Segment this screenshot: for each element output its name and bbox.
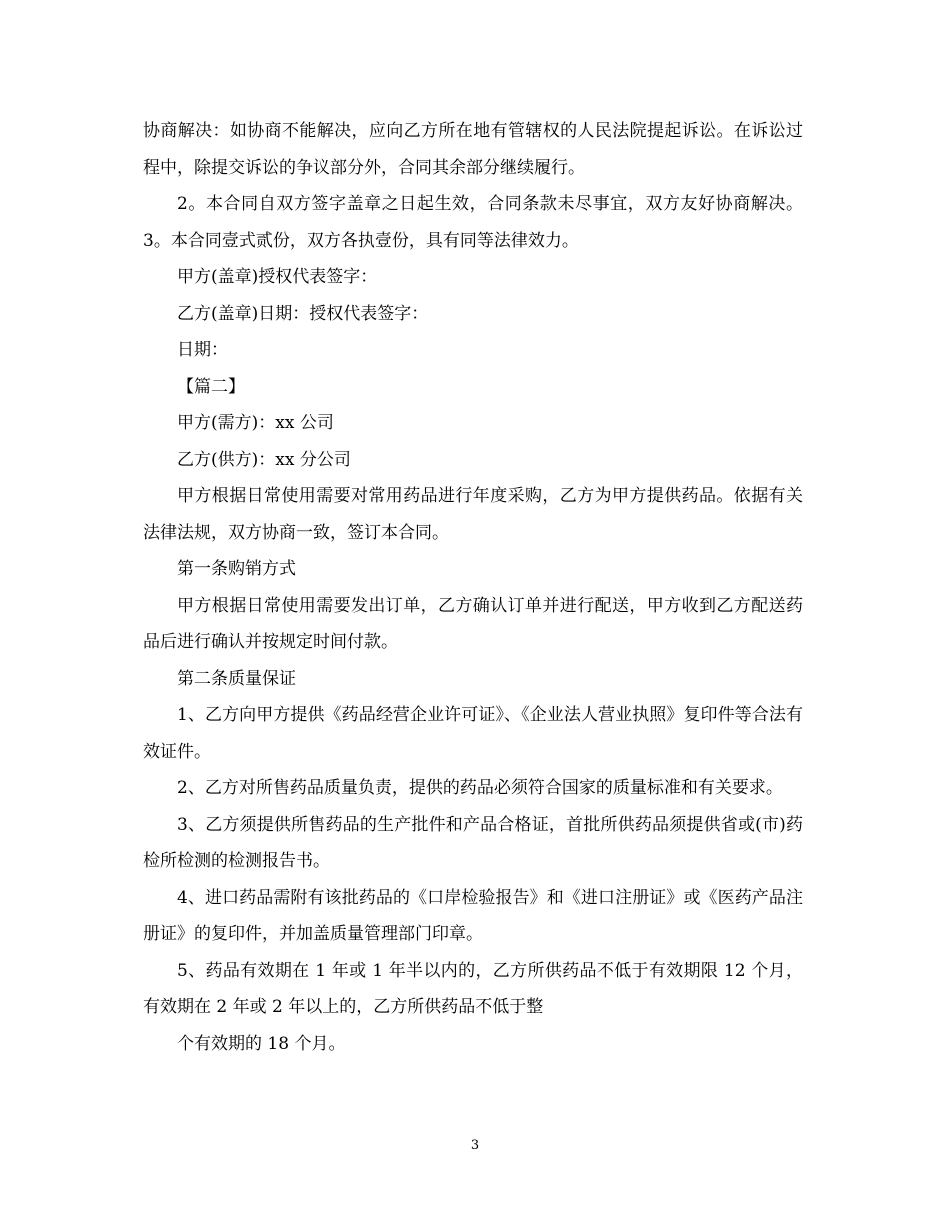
paragraph-preamble: 甲方根据日常使用需要对常用药品进行年度采购，乙方为甲方提供药品。依据有关法律法规，双方协商一致，签订本合同。: [143, 486, 803, 543]
paragraph-quality-item-4: 4、进口药品需附有该批药品的《口岸检验报告》和《进口注册证》或《医药产品注册证》的复印件，并加盖质量管理部门印章。: [143, 887, 803, 944]
paragraph-party-b-signature: 乙方(盖章)日期：授权代表签字：: [177, 303, 429, 324]
paragraph-quality-item-1: 1、乙方向甲方提供《药品经营企业许可证》、《企业法人营业执照》复印件等合法有效证件。: [143, 705, 803, 762]
section-heading-part-two: 【篇二】: [177, 376, 245, 397]
paragraph-quality-item-3: 3、乙方须提供所售药品的生产批件和产品合格证，首批所供药品须提供省或(市)药检所检测的检测报告书。: [143, 814, 803, 871]
paragraph-party-b-supplier: 乙方(供方)：xx 分公司: [177, 449, 351, 470]
document-body: [143, 113, 803, 1062]
paragraph-effective-clause: 2。本合同自双方签字盖章之日起生效，合同条款未尽事宜，双方友好协商解决。3。本合同壹式贰份，双方各执壹份，具有同等法律效力。: [143, 194, 803, 251]
paragraph-quality-item-5-continued: 个有效期的 18 个月。: [177, 1033, 346, 1054]
article-heading-purchase-method: 第一条购销方式: [177, 559, 296, 579]
page-number: 3: [470, 1138, 480, 1153]
paragraph-quality-item-5: 5、药品有效期在 1 年或 1 年半以内的，乙方所供药品不低于有效期限 12 个月，有效期在 2 年或 2 年以上的，乙方所供药品不低于整: [143, 960, 803, 1017]
paragraph-purchase-method: 甲方根据日常使用需要发出订单，乙方确认订单并进行配送，甲方收到乙方配送药品后进行确认并按规定时间付款。: [143, 595, 803, 652]
article-heading-quality-guarantee: 第二条质量保证: [177, 668, 296, 689]
paragraph-date: 日期：: [177, 340, 228, 360]
paragraph-dispute-resolution: 协商解决：如协商不能解决，应向乙方所在地有管辖权的人民法院提起诉讼。在诉讼过程中，除提交诉讼的争议部分外，合同其余部分继续履行。: [143, 121, 803, 178]
paragraph-party-a-signature: 甲方(盖章)授权代表签字：: [177, 267, 378, 287]
paragraph-quality-item-2: 2、乙方对所售药品质量负责，提供的药品必须符合国家的质量标准和有关要求。: [177, 778, 783, 798]
paragraph-party-a-buyer: 甲方(需方)：xx 公司: [177, 413, 334, 433]
